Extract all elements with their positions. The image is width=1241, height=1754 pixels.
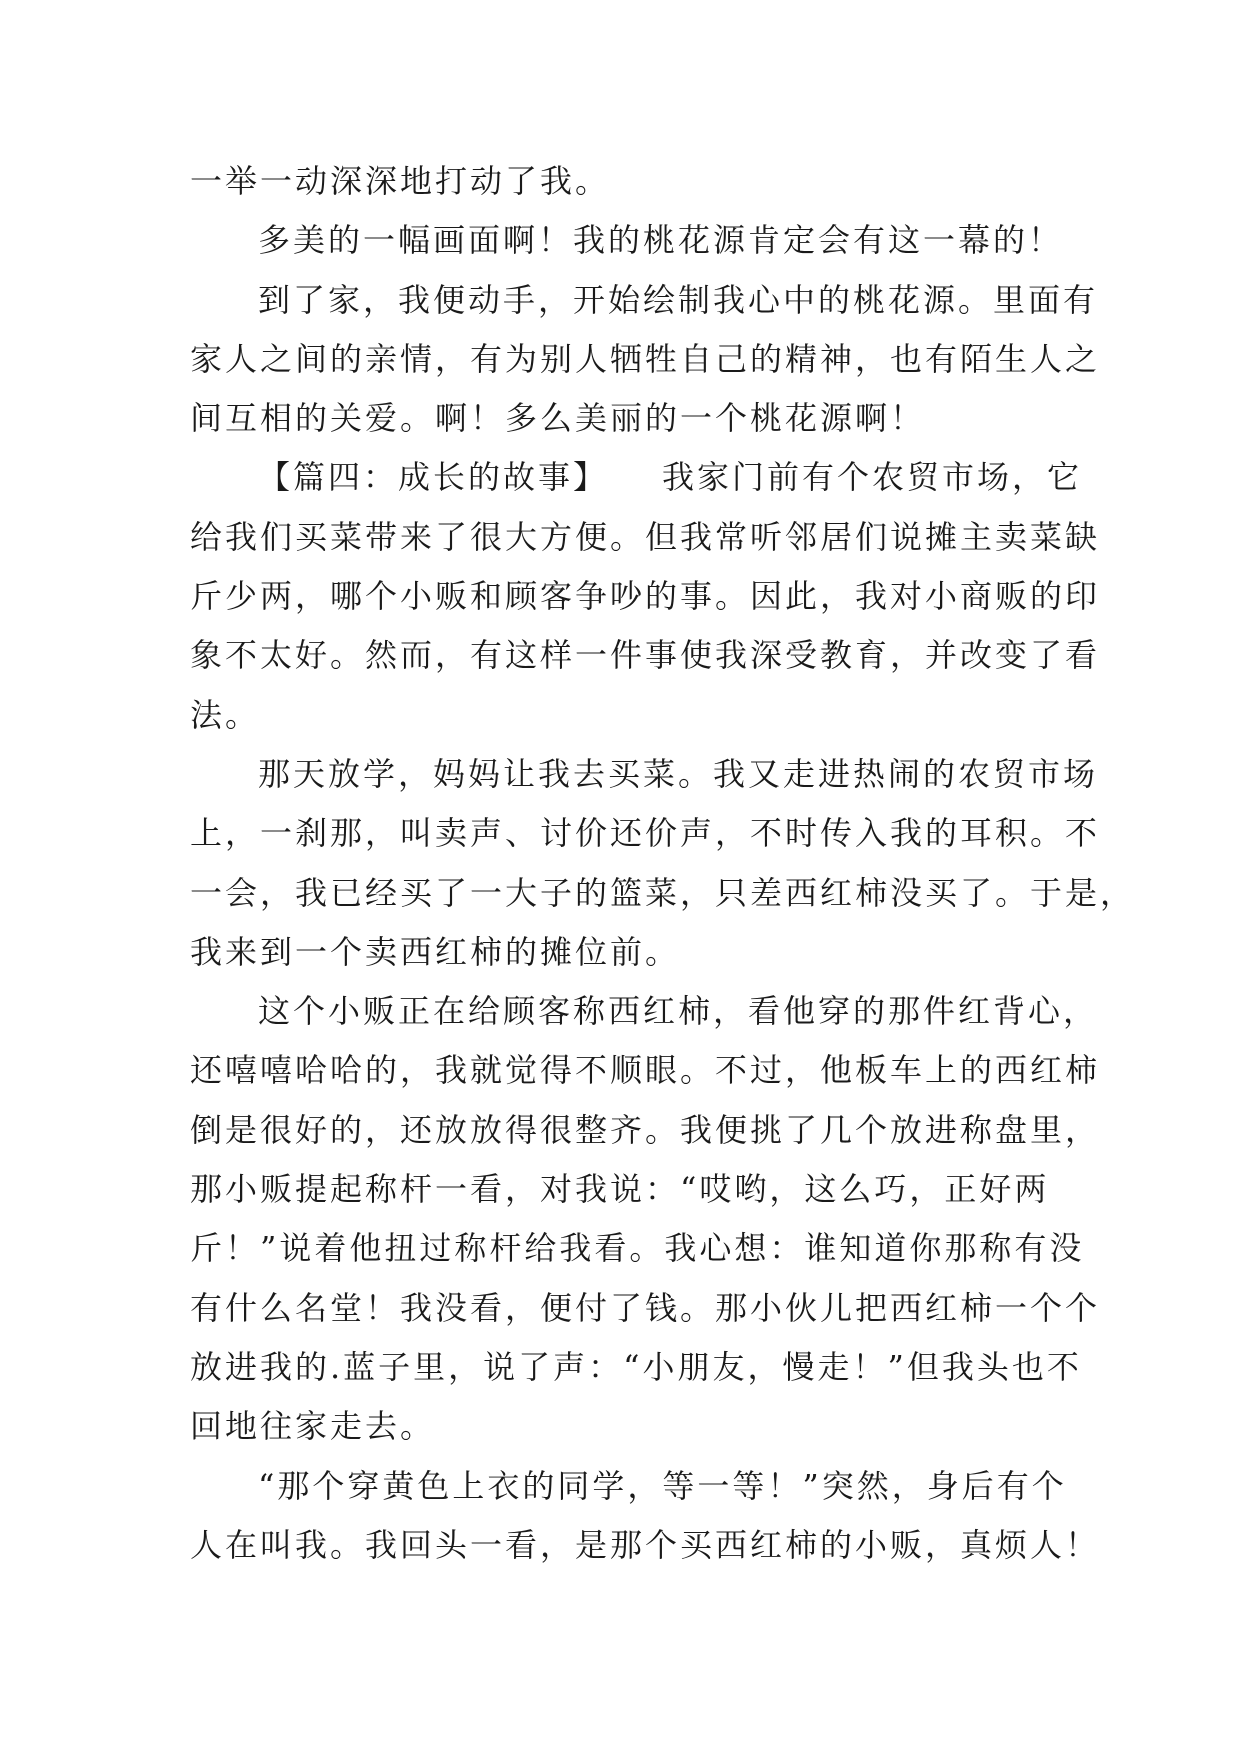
text-line: 家人之间的亲情，有为别人牺牲自己的精神，也有陌生人之 <box>190 339 1101 378</box>
text-line: 还嘻嘻哈哈的，我就觉得不顺眼。不过，他板车上的西红柿 <box>190 1051 1101 1090</box>
text-line: 回地往家走去。 <box>190 1407 436 1446</box>
text-line: 象不太好。然而，有这样一件事使我深受教育，并改变了看 <box>190 636 1101 675</box>
text-line: 间互相的关爱。啊！多么美丽的一个桃花源啊！ <box>190 399 926 438</box>
text-line: 人在叫我。我回头一看，是那个买西红柿的小贩，真烦人！ <box>190 1525 1101 1564</box>
text-line: 斤！”说着他扭过称杆给我看。我心想：谁知道你那称有没 <box>190 1229 1085 1268</box>
paragraph-line: 这个小贩正在给顾客称西红柿，看他穿的那件红背心， <box>258 992 1099 1031</box>
text-line: 那小贩提起称杆一看，对我说：“哎哟，这么巧，正好两 <box>190 1170 1050 1209</box>
paragraph-line: 多美的一幅画面啊！我的桃花源肯定会有这一幕的！ <box>258 221 1064 260</box>
text-line: 有什么名堂！我没看，便付了钱。那小伙儿把西红柿一个个 <box>190 1288 1101 1327</box>
text-line: 上，一刹那，叫卖声、讨价还价声，不时传入我的耳积。不 <box>190 814 1101 853</box>
section-heading-line: 【篇四：成长的故事】 我家门前有个农贸市场，它 <box>258 458 1083 497</box>
text-line: 放进我的.蓝子里，说了声：“小朋友，慢走！”但我头也不 <box>190 1347 1082 1386</box>
text-line: 一举一动深深地打动了我。 <box>190 162 611 200</box>
paragraph-line: 到了家，我便动手，开始绘制我心中的桃花源。里面有 <box>258 280 1099 319</box>
text-line: 给我们买菜带来了很大方便。但我常听邻居们说摊主卖菜缺 <box>190 517 1101 556</box>
paragraph-line: “那个穿黄色上衣的同学，等一等！”突然，身后有个 <box>258 1466 1067 1505</box>
text-line: 法。 <box>190 695 261 734</box>
text-line: 斤少两，哪个小贩和顾客争吵的事。因此，我对小商贩的印 <box>190 577 1101 616</box>
text-line: 一会，我已经买了一大子的篮菜，只差西红柿没买了。于是， <box>190 873 1136 912</box>
document-page <box>190 152 1136 1575</box>
text-line: 倒是很好的，还放放得很整齐。我便挑了几个放进称盘里， <box>190 1110 1101 1149</box>
paragraph-line: 那天放学，妈妈让我去买菜。我又走进热闹的农贸市场 <box>258 754 1099 793</box>
text-line: 我来到一个卖西红柿的摊位前。 <box>190 932 681 971</box>
